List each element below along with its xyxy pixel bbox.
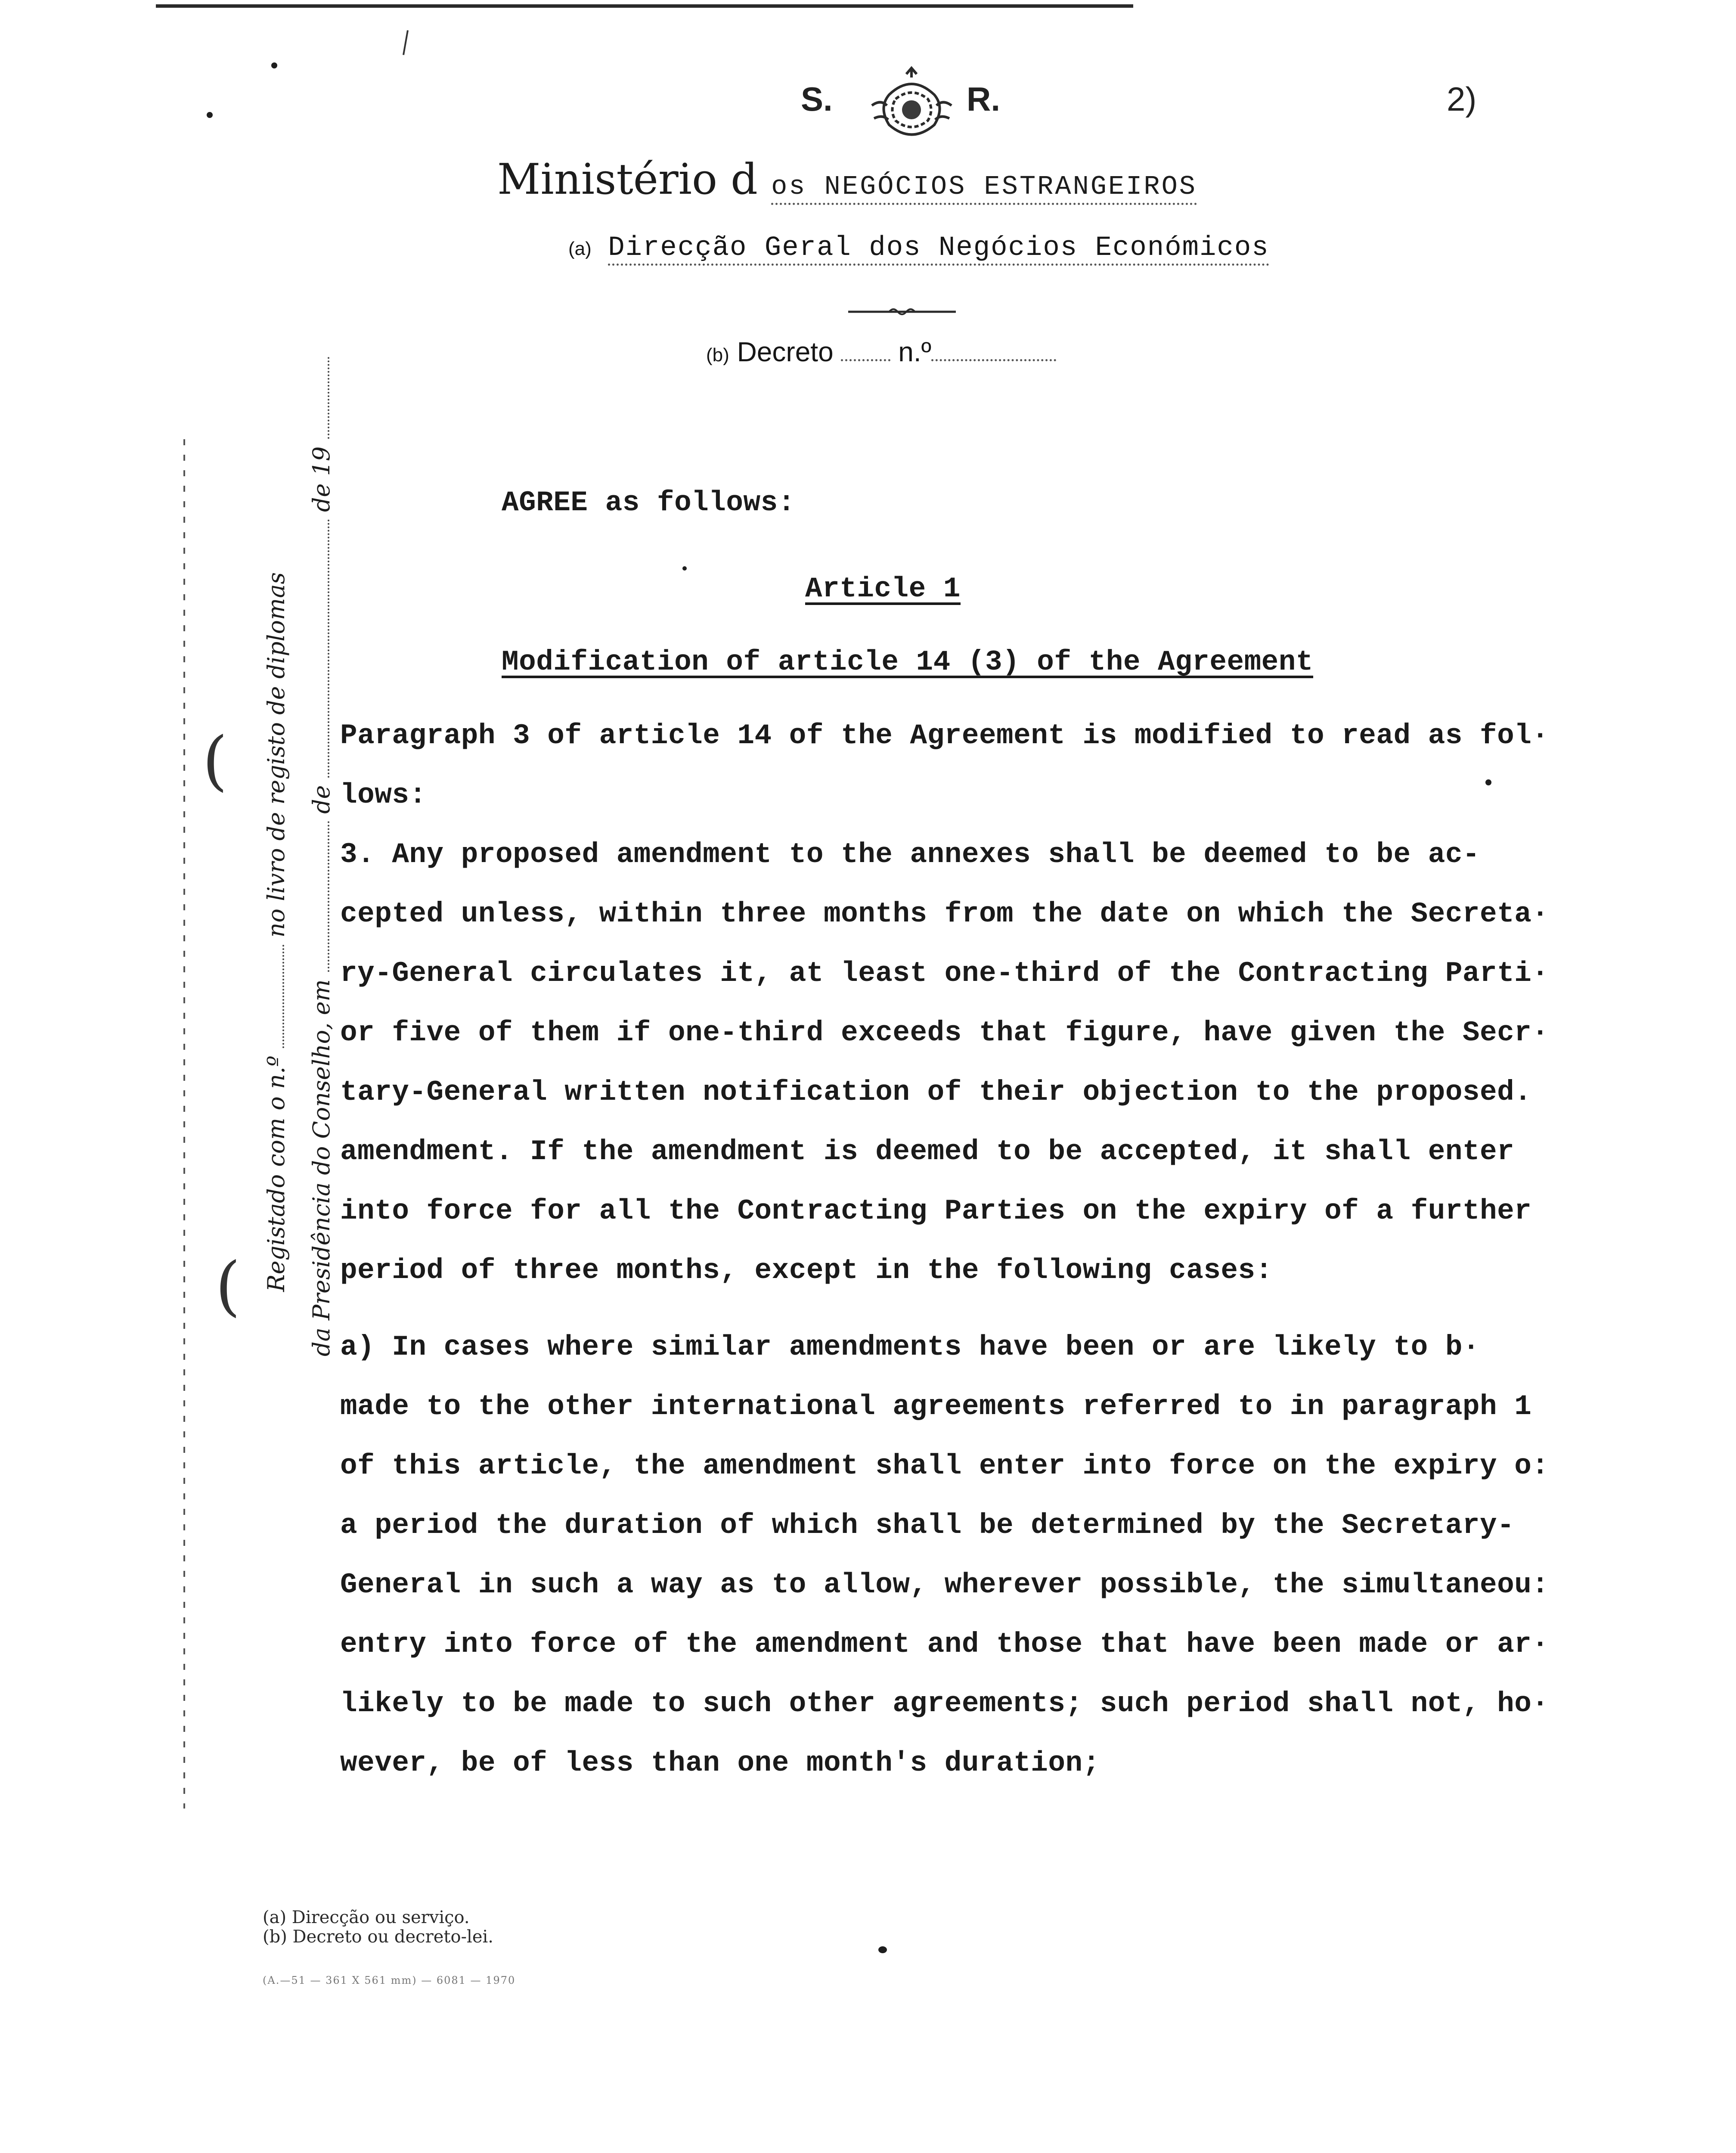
registration-note-line2 [308, 357, 335, 1356]
page-number: 2) [1447, 80, 1477, 118]
body-line: tary-General written notification of their objection to the proposed. [340, 1076, 1532, 1108]
body-line: 3. Any proposed amendment to the annexes shall be deemed to be ac- [340, 838, 1480, 871]
body-line: made to the other international agreements referred to in paragraph 1 [340, 1390, 1532, 1423]
scan-speck [271, 62, 277, 68]
body-line: lows: [340, 779, 427, 811]
body-line: of this article, the amendment shall enter into force on the expiry o: [340, 1450, 1549, 1482]
footnote-a: (a) Direcção ou serviço. [263, 1908, 470, 1927]
decreto-number-blank [931, 359, 1056, 361]
registration-note-line2-b: de [308, 785, 335, 814]
body-line: ry-General circulates it, at least one-third of the Contracting Parti· [340, 957, 1549, 990]
registration-note-line1 [263, 572, 290, 1292]
body-line: a period the duration of which shall be determined by the Secretary- [340, 1509, 1515, 1542]
article-body [340, 706, 1735, 1793]
intro-text: AGREE as follows: [502, 487, 795, 519]
ministry-line [497, 155, 1197, 204]
body-line: or five of them if one-third exceeds that figure, have given the Secr· [340, 1017, 1549, 1049]
header-sr-left: S. [801, 80, 833, 118]
ministry-prefix: Ministério d [497, 155, 758, 204]
direccao-typed-name: Direcção Geral dos Negócios Económicos [608, 233, 1269, 266]
body-line: period of three months, except in the following cases: [340, 1254, 1273, 1287]
decreto-blank [841, 359, 890, 361]
direccao-line [568, 233, 1269, 264]
registration-year-blank [328, 357, 329, 439]
decreto-line [706, 336, 1056, 368]
scan-tick-mark [403, 30, 409, 55]
registration-note-line2-a: da Presidência do Conselho, em [308, 979, 335, 1356]
body-line: wever, be of less than one month's duration; [340, 1747, 1100, 1779]
margin-bracket-bottom: ( [215, 1249, 241, 1324]
ministry-typed-name: os NEGÓCIOS ESTRANGEIROS [771, 171, 1197, 205]
scan-speck [207, 112, 213, 118]
header-sr-right: R. [967, 80, 1000, 118]
binding-hole-marks [181, 439, 194, 1809]
registration-note-line1-b: no livro de registo de diplomas [263, 572, 290, 938]
registration-day-blank [328, 821, 329, 972]
direccao-marker: (a) [568, 238, 592, 259]
decreto-no-label: n.º [898, 336, 931, 367]
margin-bracket-top: ( [202, 723, 228, 798]
print-code: (A.—51 — 361 X 561 mm) — 6081 — 1970 [263, 1974, 516, 1986]
article-subheading: Modification of article 14 (3) of the Agreement [502, 646, 1314, 678]
scan-top-edge [156, 4, 1133, 8]
body-line: into force for all the Contracting Parties on the expiry of a further [340, 1195, 1532, 1227]
ornamental-divider [848, 306, 956, 318]
scan-speck [682, 566, 687, 571]
article-heading: Article 1 [805, 573, 961, 605]
scan-speck [878, 1946, 887, 1953]
body-line: General in such a way as to allow, wherever possible, the simultaneou: [340, 1569, 1549, 1601]
body-line: Paragraph 3 of article 14 of the Agreement is modified to read as fol· [340, 720, 1549, 752]
footnote-b: (b) Decreto ou decreto-lei. [263, 1927, 494, 1947]
decreto-label: Decreto [737, 336, 834, 367]
body-line: likely to be made to such other agreements; such period shall not, ho· [340, 1688, 1549, 1720]
decreto-marker: (b) [706, 344, 729, 366]
registration-number-blank [282, 945, 284, 1048]
body-line: entry into force of the amendment and those that have been made or ar· [340, 1628, 1549, 1660]
body-line: a) In cases where similar amendments have been or are likely to b· [340, 1331, 1480, 1363]
body-line: amendment. If the amendment is deemed to be accepted, it shall enter [340, 1135, 1515, 1168]
registration-note-line1-a: Registado com o n.º [263, 1055, 290, 1292]
registration-month-blank [328, 519, 329, 778]
registration-note-line2-c: de 19 [308, 446, 335, 512]
scan-speck [1485, 779, 1491, 785]
body-line: cepted unless, within three months from the date on which the Secreta· [340, 898, 1549, 930]
coat-of-arms-emblem [863, 65, 960, 146]
